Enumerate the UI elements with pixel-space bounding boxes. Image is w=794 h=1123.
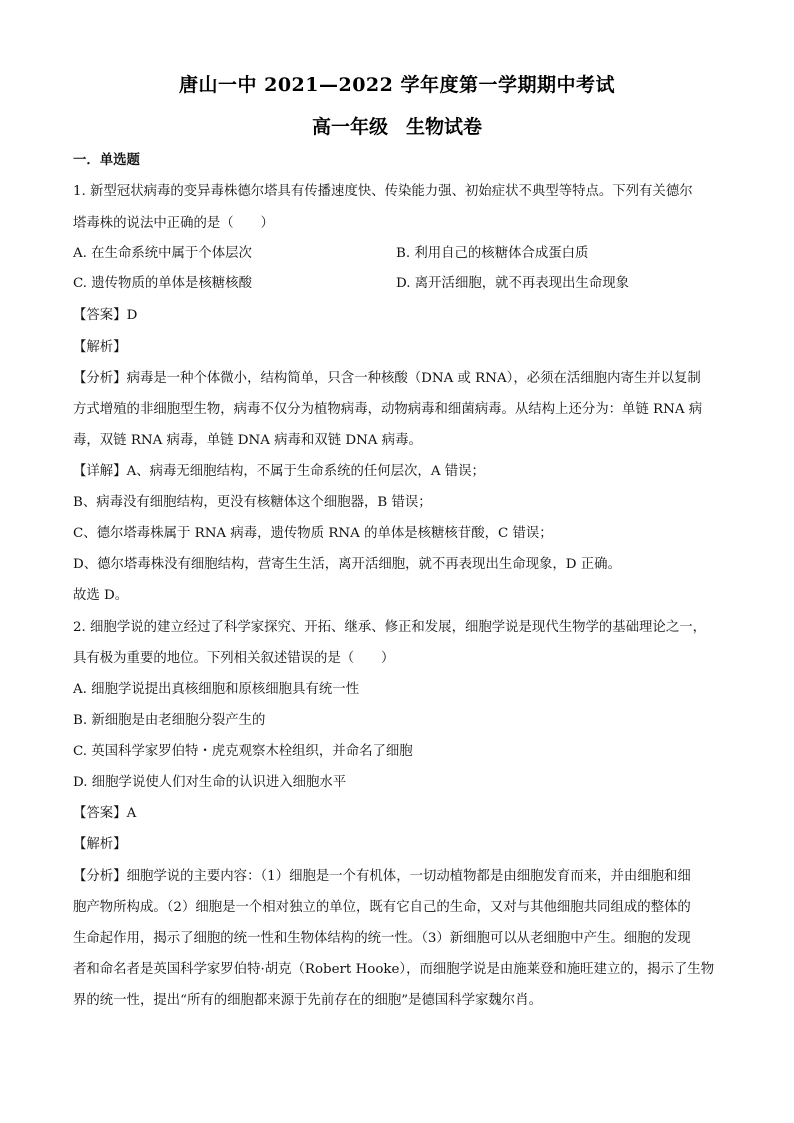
q1-xiangjie-a — [73, 462, 723, 482]
q2-fenxi-line3: 生命起作用，揭示了细胞的统一性和生物体结构的统一性。（3）新细胞可以从老细胞中产生。细胞的发现 — [73, 931, 691, 946]
q2-option-b: B. 新细胞是由老细胞分裂产生的 — [73, 713, 266, 728]
q1-stem-line2: 塔毒株的说法中正确的是（ ） — [73, 216, 274, 231]
q1-option-a: A. 在生命系统中属于个体层次 — [73, 246, 252, 261]
answer-tag: 【答案】 — [73, 308, 127, 323]
q1-option-b: B. 利用自己的核糖体合成蛋白质 — [396, 246, 589, 261]
q2-analysis-tag: 【解析】 — [73, 837, 127, 852]
xiangjie-text: A、病毒无细胞结构，不属于生命系统的任何层次，A 错误； — [126, 464, 485, 479]
q1-option-c: C. 遗传物质的单体是核糖核酸 — [73, 276, 252, 291]
answer-tag: 【答案】 — [73, 806, 127, 821]
q1-analysis-tag: 【解析】 — [73, 340, 127, 355]
q1-answer — [73, 306, 723, 326]
q1-xiangjie-d: D、德尔塔毒株没有细胞结构，营寄生生活，离开活细胞，就不再表现出生命现象，D 正确。 — [73, 557, 621, 572]
subject-label: 生物试卷 — [406, 116, 483, 138]
q2-answer — [73, 804, 723, 824]
q1-xiangjie-b: B、病毒没有细胞结构，更没有核糖体这个细胞器，B 错误； — [73, 495, 432, 510]
q1-stem-line1: 1. 新型冠状病毒的变异毒株德尔塔具有传播速度快、传染能力强、初始症状不典型等特点。下列有关德尔 — [73, 184, 693, 199]
xiangjie-tag: 【详解】 — [73, 464, 127, 479]
q2-option-d: D. 细胞学说使人们对生命的认识进入细胞水平 — [73, 775, 347, 790]
fenxi-tag: 【分析】 — [73, 371, 127, 386]
q1-conclusion: 故选 D。 — [73, 588, 129, 603]
q2-fenxi-line2: 胞产物所构成。（2）细胞是一个相对独立的单位，既有它自己的生命，又对与其他细胞共同组成的整体的 — [73, 900, 691, 915]
q2-stem-line1: 2. 细胞学说的建立经过了科学家探究、开拓、继承、修正和发展，细胞学说是现代生物学的基础理论之一， — [73, 620, 706, 635]
q1-fenxi-line3: 毒，双链 RNA 病毒，单链 DNA 病毒和双链 DNA 病毒。 — [73, 433, 422, 448]
q1-xiangjie-c: C、德尔塔毒株属于 RNA 病毒，遗传物质 RNA 的单体是核糖核苷酸，C 错误； — [73, 526, 553, 541]
exam-subtitle — [0, 112, 794, 139]
q1-fenxi-line1 — [73, 369, 723, 389]
q2-fenxi-line5: 界的统一性，提出“所有的细胞都来源于先前存在的细胞”是德国科学家魏尔肖。 — [73, 993, 542, 1008]
q2-stem-line2: 具有极为重要的地位。下列相关叙述错误的是（ ） — [73, 651, 395, 666]
grade-label: 高一年级 — [311, 116, 388, 138]
exam-title: 唐山一中 2021—2022 学年度第一学期期中考试 — [179, 74, 615, 96]
fenxi-tag: 【分析】 — [73, 869, 127, 884]
q1-fenxi-line2: 方式增殖的非细胞型生物，病毒不仅分为植物病毒，动物病毒和细菌病毒。从结构上还分为：单链 RNA 病 — [73, 402, 703, 417]
q2-fenxi-line4: 者和命名者是英国科学家罗伯特·胡克（Robert Hooke），而细胞学说是由施莱登和施旺建立的，揭示了生物 — [73, 962, 715, 977]
q2-option-c: C. 英国科学家罗伯特・虎克观察木栓组织，并命名了细胞 — [73, 744, 413, 759]
q1-option-d: D. 离开活细胞，就不再表现出生命现象 — [396, 276, 630, 291]
fenxi-text: 病毒是一种个体微小，结构简单，只含一种核酸（DNA 或 RNA），必须在活细胞内寄生并以复制 — [126, 371, 701, 386]
q2-fenxi-line1 — [73, 867, 723, 887]
answer-value: A — [126, 806, 137, 821]
answer-value: D — [126, 308, 138, 323]
q2-option-a: A. 细胞学说提出真核细胞和原核细胞具有统一性 — [73, 682, 359, 697]
section-heading: 一．单选题 — [73, 152, 140, 168]
fenxi-text: 细胞学说的主要内容：（1）细胞是一个有机体，一切动植物都是由细胞发育而来，并由细胞和细 — [126, 869, 691, 884]
